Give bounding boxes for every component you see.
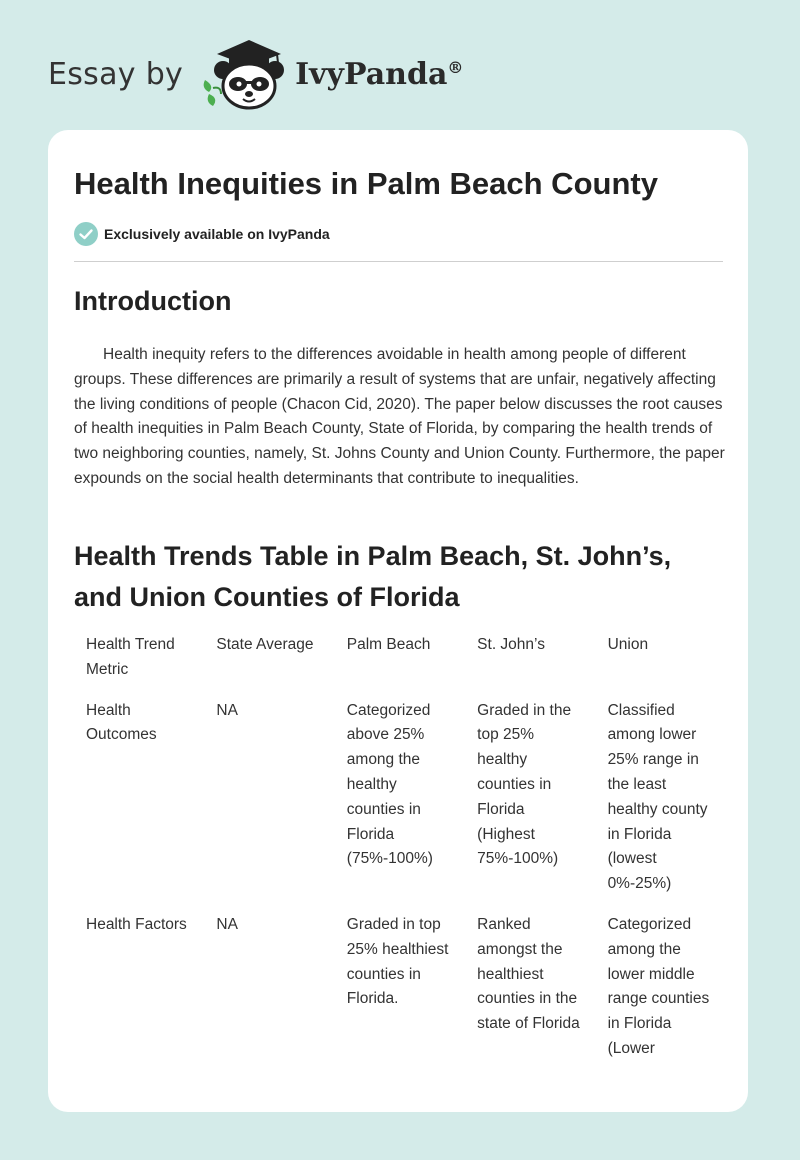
intro-paragraph: Health inequity refers to the differences avoidable in health among people of different groups. These differences are primarily a result of systems that are unfair, negatively affecting the living conditions of people (Chacon Cid, 2020). The paper below discusses the root causes of health inequities in Palm Beach County, State of Florida, by comparing the health trends of two neighboring counties, namely, St. Johns County and Union County. Furthermore, the paper expounds on the social health determinants that contribute to inequalities. [74, 346, 725, 487]
brand-name: IvyPanda® [295, 56, 464, 92]
table-cell: Health Factors [86, 915, 187, 933]
table-header-cell: St. John’s [477, 636, 545, 653]
section-heading-introduction: Introduction [74, 286, 232, 316]
essay-card [48, 130, 748, 1112]
check-circle-icon [74, 222, 98, 246]
table-cell: Categorized above 25% among the healthy counties in Florida (75%-100%) [346, 701, 433, 868]
table-cell: Graded in the top 25% healthy counties in Florida (Highest 75%-100%) [477, 701, 572, 868]
exclusive-badge [74, 222, 330, 246]
table-cell: Graded in top 25% healthiest counties in Florida. [346, 915, 449, 1008]
panda-logo-icon [199, 36, 293, 112]
table-cell: NA [216, 915, 238, 933]
exclusive-label: Exclusively available on IvyPanda [104, 226, 330, 242]
brand-header[interactable] [48, 34, 508, 114]
table-header-cell: Palm Beach [346, 636, 431, 653]
table-header-cell: Health Trend Metric [86, 636, 175, 678]
table-header-cell: State Average [216, 636, 314, 653]
table-cell: Classified among lower 25% range in the least healthy county in Florida (lowest 0%-25%) [607, 701, 708, 893]
table-row [74, 695, 726, 909]
table-cell: Categorized among the lower middle range counties in Florida (Lower [607, 915, 710, 1057]
brand-prefix: Essay by [48, 56, 184, 92]
health-trends-table [74, 630, 726, 1074]
table-cell: Health Outcomes [86, 701, 157, 744]
table-cell: NA [216, 701, 238, 719]
page-title: Health Inequities in Palm Beach County [74, 166, 658, 201]
table-header-row [74, 630, 726, 695]
table-row [74, 909, 726, 1074]
section-heading-health-trends: Health Trends Table in Palm Beach, St. John’s, and Union Counties of Florida [74, 541, 672, 612]
title-divider [74, 261, 723, 262]
table-header-cell: Union [607, 636, 649, 653]
table-cell: Ranked amongst the healthiest counties in the state of Florida [477, 915, 580, 1033]
